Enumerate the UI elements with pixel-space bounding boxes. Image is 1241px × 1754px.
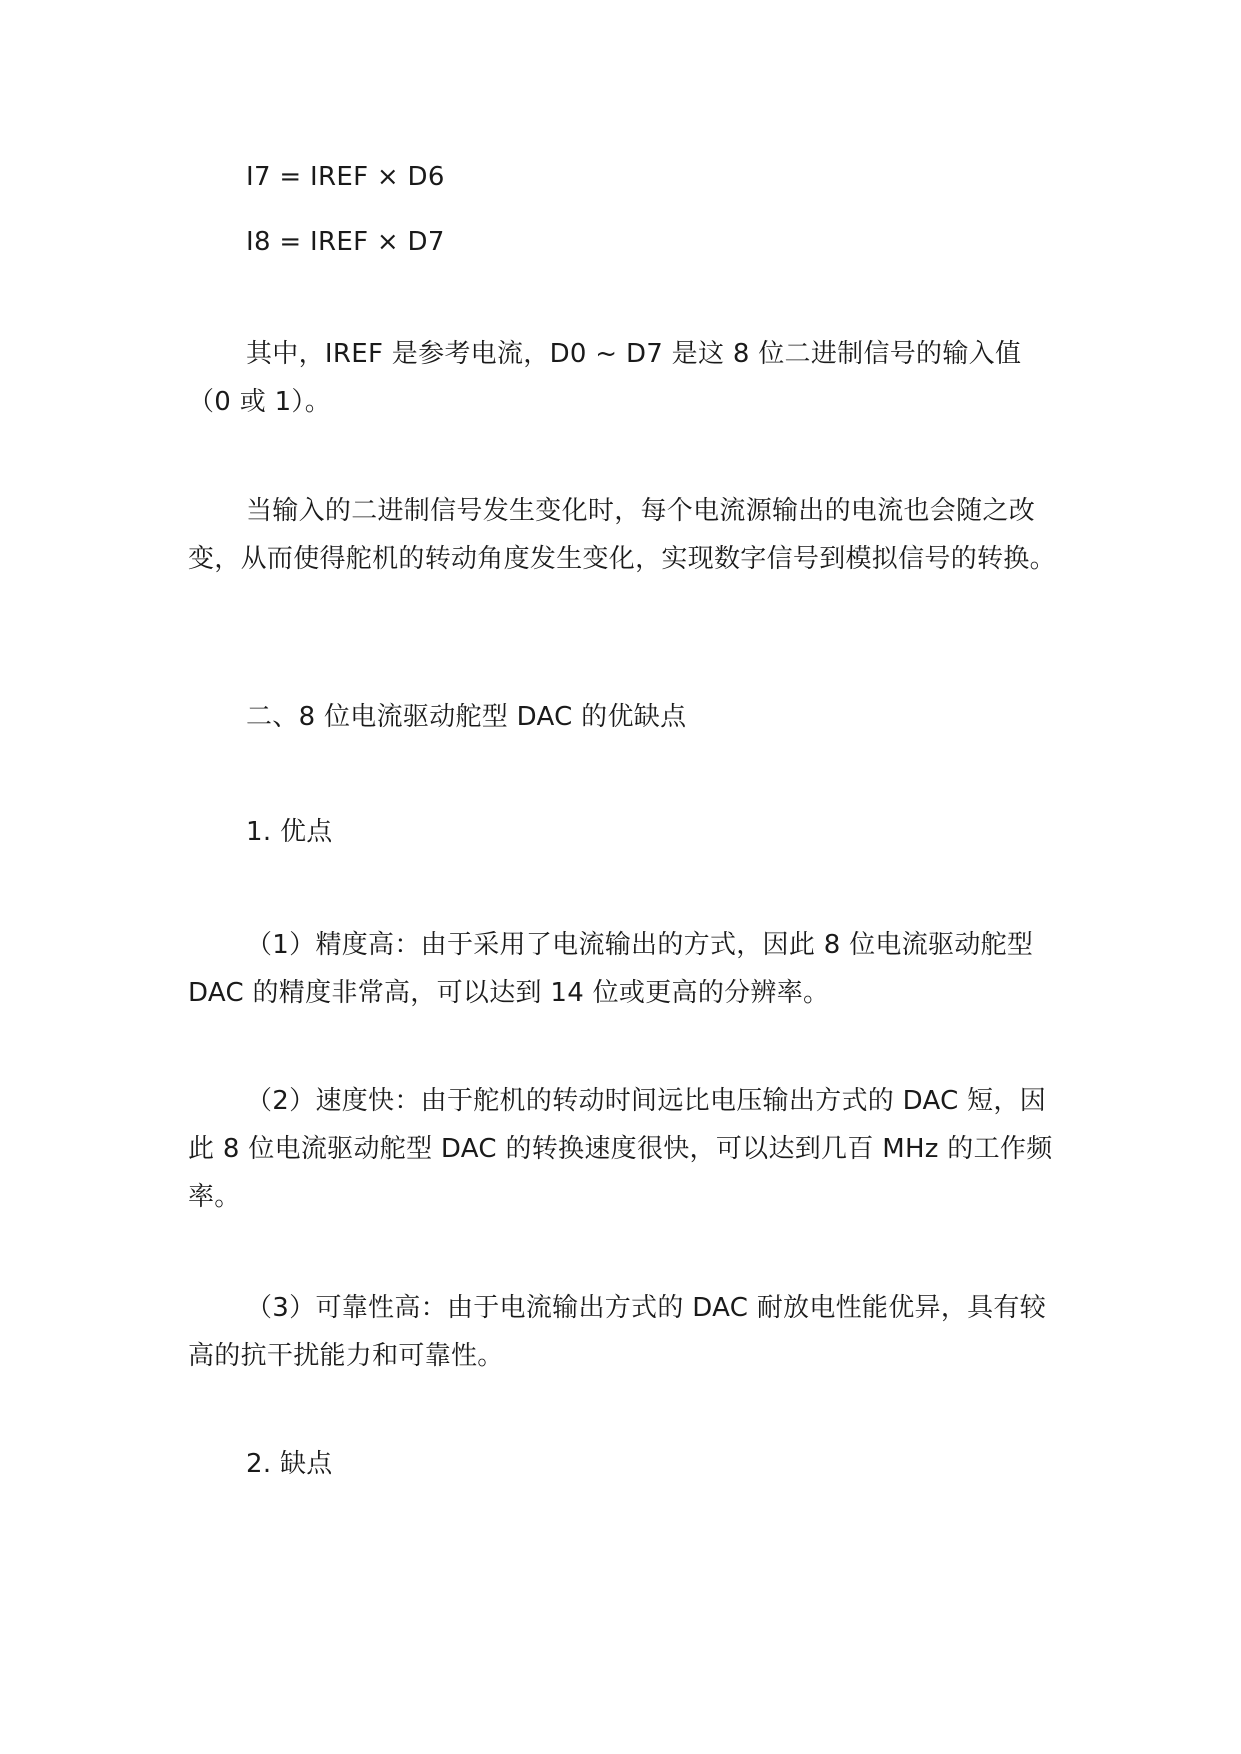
paragraph-signal-change: 当输入的二进制信号发生变化时，每个电流源输出的电流也会随之改变，从而使得舵机的转动角度发生变化，实现数字信号到模拟信号的转换。 [188,496,1056,574]
paragraph-advantage-reliability: （3）可靠性高：由于电流输出方式的 DAC 耐放电性能优异，具有较高的抗干扰能力和可靠性。 [188,1293,1047,1371]
paragraph-iref-description: 其中，IREF 是参考电流，D0 ~ D7 是这 8 位二进制信号的输入值（0 或 1）。 [188,339,1022,417]
subheading-advantages: 1. 优点 [246,817,333,847]
equation-i8: I8 = IREF × D7 [246,227,445,257]
paragraph-advantage-precision: （1）精度高：由于采用了电流输出的方式，因此 8 位电流驱动舵型 DAC 的精度非常高，可以达到 14 位或更高的分辨率。 [188,930,1034,1008]
section-heading-pros-cons: 二、8 位电流驱动舵型 DAC 的优缺点 [246,702,687,732]
subheading-disadvantages: 2. 缺点 [246,1449,333,1479]
paragraph-advantage-speed: （2）速度快：由于舵机的转动时间远比电压输出方式的 DAC 短，因此 8 位电流驱动舵型 DAC 的转换速度很快，可以达到几百 MHz 的工作频率。 [188,1086,1053,1212]
equation-i7: I7 = IREF × D6 [246,162,445,192]
